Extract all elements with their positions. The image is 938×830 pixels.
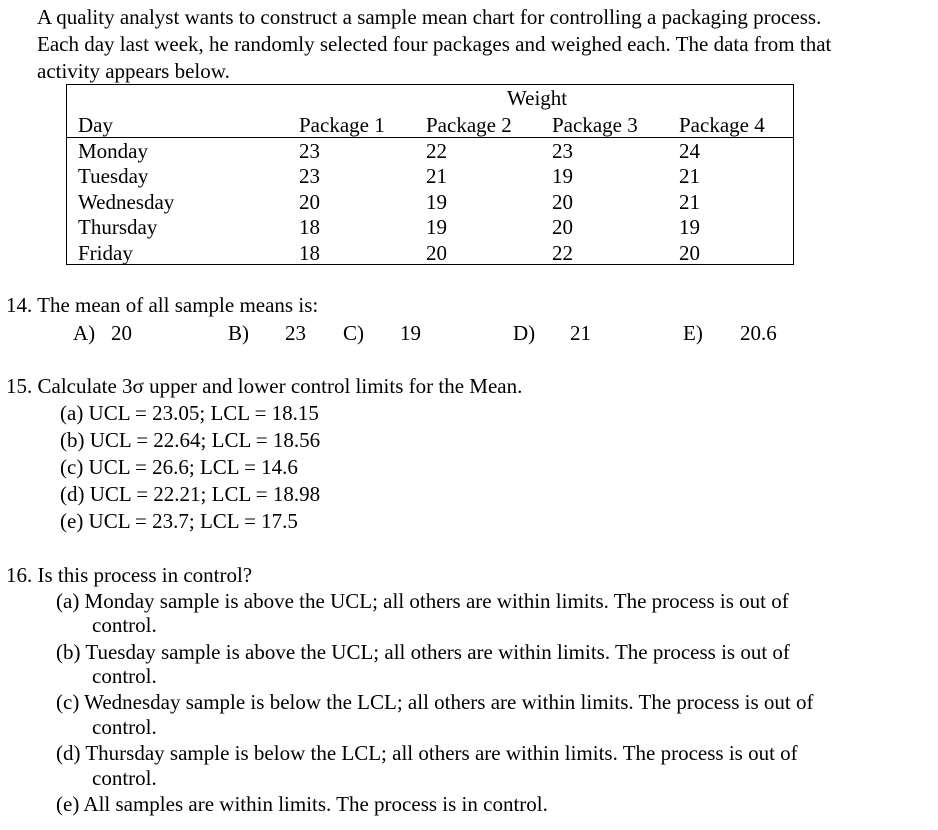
table-cell: 19 xyxy=(552,164,573,188)
q14-option-letter: C) xyxy=(343,321,364,345)
table-cell-day: Friday xyxy=(78,241,133,265)
table-cell: 21 xyxy=(679,164,700,188)
column-header: Package 3 xyxy=(552,113,638,137)
table-cell: 21 xyxy=(426,164,447,188)
q16-option-line: (c) Wednesday sample is below the LCL; all others are within limits. The process is out of xyxy=(56,690,814,714)
column-header: Package 4 xyxy=(679,113,765,137)
table-cell: 23 xyxy=(299,164,320,188)
q14-option-value: 20 xyxy=(111,321,132,345)
q16-option-line: control. xyxy=(92,613,157,637)
table-cell-day: Tuesday xyxy=(78,164,149,188)
q14-option-value: 19 xyxy=(400,321,421,345)
q16-option-line: (e) All samples are within limits. The process is in control. xyxy=(56,792,548,816)
q14-option-value: 20.6 xyxy=(740,321,777,345)
q16-option-line: (b) Tuesday sample is above the UCL; all others are within limits. The process is out of xyxy=(56,640,790,664)
table-cell: 20 xyxy=(426,241,447,265)
table-cell: 20 xyxy=(552,190,573,214)
q16-option-line: (d) Thursday sample is below the LCL; all others are within limits. The process is out of xyxy=(56,741,798,765)
q16-option-line: control. xyxy=(92,766,157,790)
table-cell-day: Wednesday xyxy=(78,190,175,214)
table-cell: 24 xyxy=(679,139,700,163)
table-cell: 18 xyxy=(299,215,320,239)
group-header-weight: Weight xyxy=(507,86,568,110)
q15-option: (c) UCL = 26.6; LCL = 14.6 xyxy=(60,455,298,479)
table-cell: 19 xyxy=(426,215,447,239)
question-14-stem: 14. The mean of all sample means is: xyxy=(6,293,319,317)
q15-option: (d) UCL = 22.21; LCL = 18.98 xyxy=(60,482,321,506)
q15-option: (e) UCL = 23.7; LCL = 17.5 xyxy=(60,509,298,533)
table-cell: 19 xyxy=(679,215,700,239)
question-16-stem: 16. Is this process in control? xyxy=(6,563,253,587)
table-cell: 20 xyxy=(552,215,573,239)
q14-option-letter: A) xyxy=(73,321,96,345)
table-cell: 23 xyxy=(299,139,320,163)
table-cell-day: Thursday xyxy=(78,215,158,239)
q16-option-line: (a) Monday sample is above the UCL; all others are within limits. The process is out of xyxy=(56,589,789,613)
q14-option-value: 21 xyxy=(570,321,591,345)
q14-option-letter: D) xyxy=(513,321,536,345)
q14-option-letter: B) xyxy=(228,321,249,345)
table-cell: 19 xyxy=(426,190,447,214)
weight-data-table xyxy=(66,84,794,265)
intro-line: A quality analyst wants to construct a sample mean chart for controlling a packaging process. xyxy=(37,5,822,29)
table-cell: 20 xyxy=(299,190,320,214)
column-header: Package 2 xyxy=(426,113,512,137)
column-header: Package 1 xyxy=(299,113,385,137)
table-cell: 18 xyxy=(299,241,320,265)
table-cell: 21 xyxy=(679,190,700,214)
question-15-stem: 15. Calculate 3σ upper and lower control limits for the Mean. xyxy=(6,374,523,398)
table-cell: 23 xyxy=(552,139,573,163)
header-divider xyxy=(67,137,793,138)
q14-option-letter: E) xyxy=(683,321,703,345)
q16-option-line: control. xyxy=(92,715,157,739)
intro-line: Each day last week, he randomly selected four packages and weighed each. The data from that xyxy=(37,32,832,56)
q15-option: (a) UCL = 23.05; LCL = 18.15 xyxy=(60,401,319,425)
column-header: Day xyxy=(78,113,113,137)
table-cell-day: Monday xyxy=(78,139,148,163)
q14-option-value: 23 xyxy=(285,321,306,345)
table-cell: 22 xyxy=(426,139,447,163)
table-cell: 20 xyxy=(679,241,700,265)
table-cell: 22 xyxy=(552,241,573,265)
q16-option-line: control. xyxy=(92,664,157,688)
q15-option: (b) UCL = 22.64; LCL = 18.56 xyxy=(60,428,321,452)
intro-line: activity appears below. xyxy=(37,59,230,83)
